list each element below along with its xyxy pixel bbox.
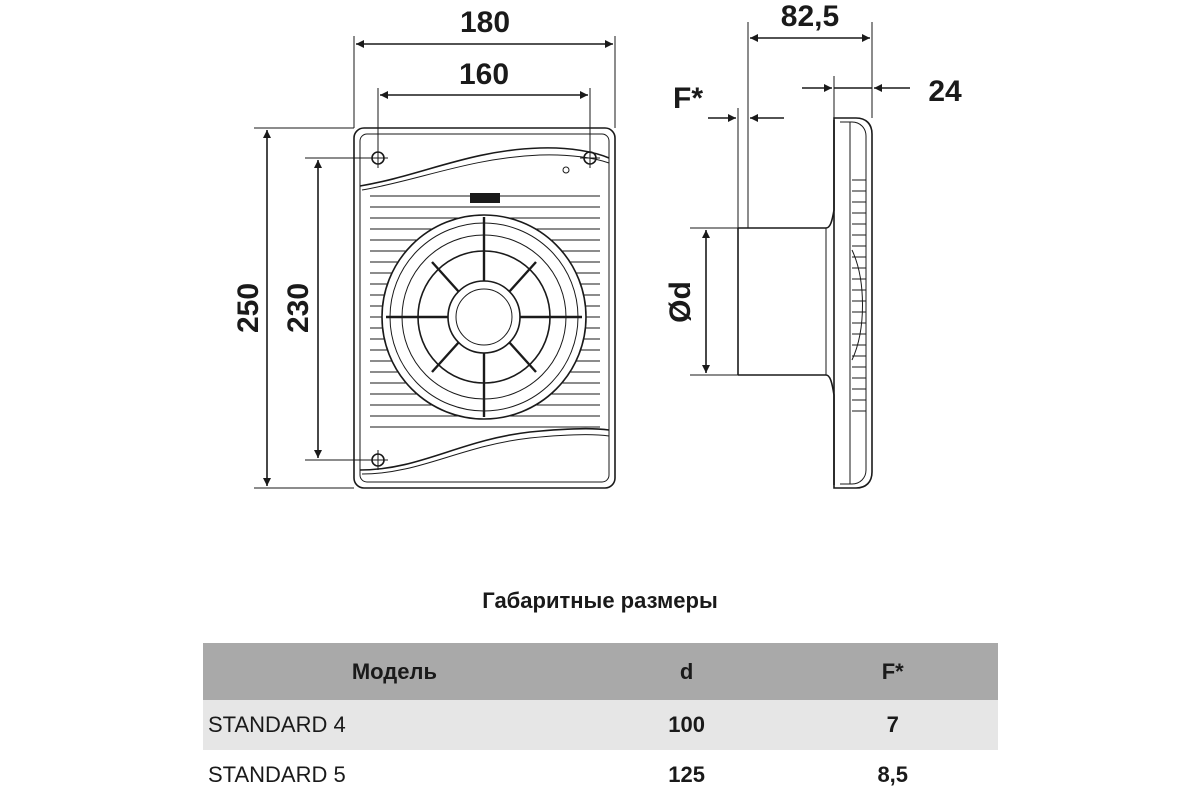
table-title: Габаритные размеры	[482, 588, 718, 613]
dim-width-outer: 180	[459, 6, 511, 39]
dim-height-holes: 230	[282, 282, 315, 334]
header-d: d	[586, 643, 788, 700]
cell-d: 125	[668, 762, 706, 787]
dim-flange-offset: F*	[673, 82, 703, 115]
header-model: Модель	[203, 643, 586, 700]
header-f: F*	[787, 643, 998, 700]
dim-duct-diameter: Ød	[664, 281, 697, 323]
table-header-row	[203, 643, 998, 700]
side-dimensions	[664, 0, 962, 375]
cell-f: 8,5	[877, 762, 909, 787]
cell-model: STANDARD 5	[208, 762, 346, 787]
dim-height-outer: 250	[232, 282, 265, 334]
side-view	[738, 118, 872, 488]
dimensions-table	[203, 643, 998, 800]
side-grille	[852, 180, 866, 411]
fan-spokes	[386, 217, 582, 417]
front-view	[354, 128, 615, 488]
cell-model: STANDARD 4	[203, 700, 586, 750]
dim-width-holes: 160	[458, 58, 510, 91]
cell-d: 100	[586, 700, 788, 750]
table-row	[203, 750, 998, 800]
dim-depth-total: 82,5	[780, 0, 840, 33]
cell-f: 7	[787, 700, 998, 750]
table-row	[203, 700, 998, 750]
dim-front-panel: 24	[928, 75, 962, 108]
